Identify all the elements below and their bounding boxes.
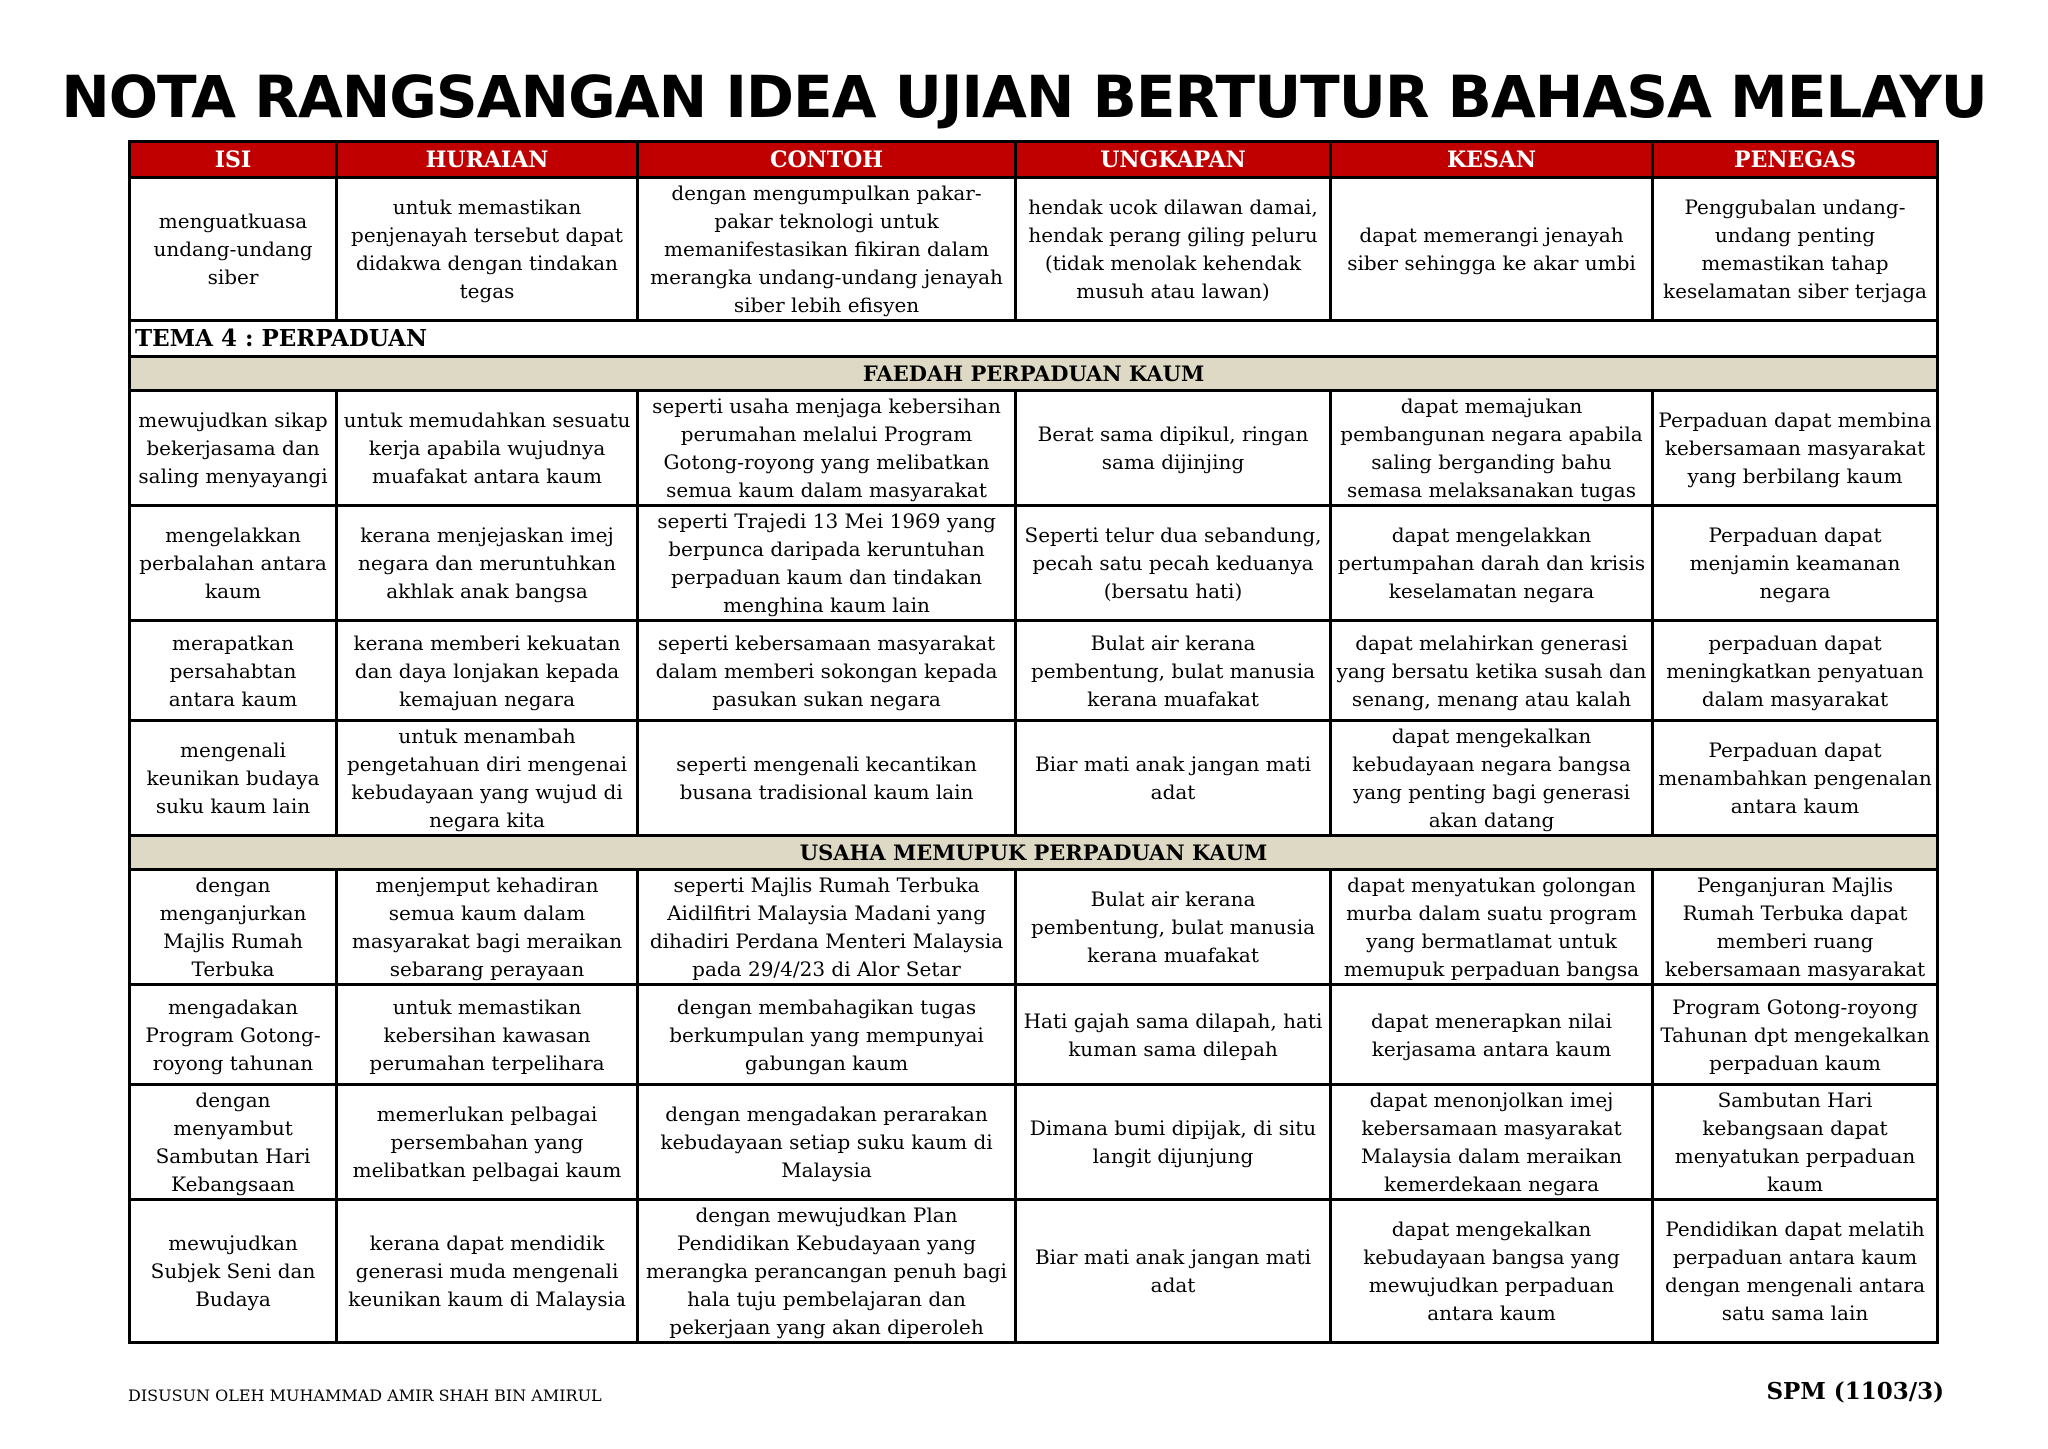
cell-ungkapan: Hati gajah sama dilapah, hati kuman sama dilepah [1016, 985, 1331, 1085]
cell-isi: menguatkuasa undang-undang siber [130, 178, 337, 321]
cell-isi: mewujudkan Subjek Seni dan Budaya [130, 1200, 337, 1343]
cell-huraian: kerana menjejaskan imej negara dan meruntuhkan akhlak anak bangsa [337, 506, 638, 621]
cell-penegas: Perpaduan dapat menjamin keamanan negara [1653, 506, 1938, 621]
table-row [130, 391, 1938, 506]
cell-contoh: dengan mengumpulkan pakar-pakar teknologi untuk memanifestasikan fikiran dalam merangka undang-undang jenayah siber lebih efisyen [638, 178, 1016, 321]
cell-contoh: dengan mewujudkan Plan Pendidikan Kebudayaan yang merangka perancangan penuh bagi hala tuju pembelajaran dan pekerjaan yang akan diperoleh [638, 1200, 1016, 1343]
cell-penegas: Penganjuran Majlis Rumah Terbuka dapat memberi ruang kebersamaan masyarakat [1653, 870, 1938, 985]
cell-huraian: memerlukan pelbagai persembahan yang melibatkan pelbagai kaum [337, 1085, 638, 1200]
cell-contoh: seperti usaha menjaga kebersihan perumahan melalui Program Gotong-royong yang melibatkan semua kaum dalam masyarakat [638, 391, 1016, 506]
cell-huraian: untuk memastikan penjenayah tersebut dapat didakwa dengan tindakan tegas [337, 178, 638, 321]
header-row [130, 142, 1938, 178]
table-row [130, 506, 1938, 621]
header-kesan: KESAN [1331, 142, 1653, 178]
table-row [130, 621, 1938, 721]
cell-ungkapan: Seperti telur dua sebandung, pecah satu pecah keduanya (bersatu hati) [1016, 506, 1331, 621]
header-ungkapan: UNGKAPAN [1016, 142, 1331, 178]
table-row [130, 1200, 1938, 1343]
section-heading: USAHA MEMUPUK PERPADUAN KAUM [130, 836, 1938, 870]
cell-penegas: perpaduan dapat meningkatkan penyatuan dalam masyarakat [1653, 621, 1938, 721]
cell-isi: mengadakan Program Gotong-royong tahunan [130, 985, 337, 1085]
cell-huraian: kerana dapat mendidik generasi muda mengenali keunikan kaum di Malaysia [337, 1200, 638, 1343]
cell-isi: mewujudkan sikap bekerjasama dan saling menyayangi [130, 391, 337, 506]
cell-penegas: Perpaduan dapat menambahkan pengenalan antara kaum [1653, 721, 1938, 836]
section-row [130, 836, 1938, 870]
cell-kesan: dapat melahirkan generasi yang bersatu ketika susah dan senang, menang atau kalah [1331, 621, 1653, 721]
table-row [130, 870, 1938, 985]
header-contoh: CONTOH [638, 142, 1016, 178]
footer-credit: DISUSUN OLEH MUHAMMAD AMIR SHAH BIN AMIRUL [128, 1386, 602, 1405]
cell-isi: mengenali keunikan budaya suku kaum lain [130, 721, 337, 836]
cell-penegas: Penggubalan undang-undang penting memastikan tahap keselamatan siber terjaga [1653, 178, 1938, 321]
theme-row [130, 321, 1938, 357]
cell-penegas: Sambutan Hari kebangsaan dapat menyatukan perpaduan kaum [1653, 1085, 1938, 1200]
cell-isi: merapatkan persahabtan antara kaum [130, 621, 337, 721]
table-row [130, 985, 1938, 1085]
cell-ungkapan: Biar mati anak jangan mati adat [1016, 721, 1331, 836]
cell-penegas: Perpaduan dapat membina kebersamaan masyarakat yang berbilang kaum [1653, 391, 1938, 506]
notes-table [128, 140, 1939, 1344]
cell-penegas: Program Gotong-royong Tahunan dpt mengekalkan perpaduan kaum [1653, 985, 1938, 1085]
cell-isi: mengelakkan perbalahan antara kaum [130, 506, 337, 621]
cell-kesan: dapat mengekalkan kebudayaan negara bangsa yang penting bagi generasi akan datang [1331, 721, 1653, 836]
cell-contoh: seperti kebersamaan masyarakat dalam memberi sokongan kepada pasukan sukan negara [638, 621, 1016, 721]
table-row [130, 1085, 1938, 1200]
cell-kesan: dapat memajukan pembangunan negara apabila saling berganding bahu semasa melaksanakan tugas [1331, 391, 1653, 506]
cell-penegas: Pendidikan dapat melatih perpaduan antara kaum dengan mengenali antara satu sama lain [1653, 1200, 1938, 1343]
header-penegas: PENEGAS [1653, 142, 1938, 178]
cell-ungkapan: Bulat air kerana pembentung, bulat manusia kerana muafakat [1016, 621, 1331, 721]
page-title: NOTA RANGSANGAN IDEA UJIAN BERTUTUR BAHASA MELAYU [61, 63, 1987, 131]
cell-ungkapan: hendak ucok dilawan damai, hendak perang giling peluru (tidak menolak kehendak musuh atau lawan) [1016, 178, 1331, 321]
section-heading: FAEDAH PERPADUAN KAUM [130, 357, 1938, 391]
cell-kesan: dapat menerapkan nilai kerjasama antara kaum [1331, 985, 1653, 1085]
cell-ungkapan: Dimana bumi dipijak, di situ langit dijunjung [1016, 1085, 1331, 1200]
section-row [130, 357, 1938, 391]
cell-huraian: menjemput kehadiran semua kaum dalam masyarakat bagi meraikan sebarang perayaan [337, 870, 638, 985]
cell-kesan: dapat mengelakkan pertumpahan darah dan krisis keselamatan negara [1331, 506, 1653, 621]
cell-contoh: seperti mengenali kecantikan busana tradisional kaum lain [638, 721, 1016, 836]
cell-contoh: dengan membahagikan tugas berkumpulan yang mempunyai gabungan kaum [638, 985, 1016, 1085]
header-huraian: HURAIAN [337, 142, 638, 178]
table-row [130, 178, 1938, 321]
cell-ungkapan: Biar mati anak jangan mati adat [1016, 1200, 1331, 1343]
cell-contoh: seperti Trajedi 13 Mei 1969 yang berpunca daripada keruntuhan perpaduan kaum dan tindakan menghina kaum lain [638, 506, 1016, 621]
table-row [130, 721, 1938, 836]
header-isi: ISI [130, 142, 337, 178]
cell-huraian: untuk memastikan kebersihan kawasan perumahan terpelihara [337, 985, 638, 1085]
cell-contoh: seperti Majlis Rumah Terbuka Aidilfitri Malaysia Madani yang dihadiri Perdana Menteri Malaysia pada 29/4/23 di Alor Setar [638, 870, 1016, 985]
cell-ungkapan: Berat sama dipikul, ringan sama dijinjing [1016, 391, 1331, 506]
cell-kesan: dapat mengekalkan kebudayaan bangsa yang mewujudkan perpaduan antara kaum [1331, 1200, 1653, 1343]
cell-kesan: dapat menyatukan golongan murba dalam suatu program yang bermatlamat untuk memupuk perpaduan bangsa [1331, 870, 1653, 985]
cell-kesan: dapat menonjolkan imej kebersamaan masyarakat Malaysia dalam meraikan kemerdekaan negara [1331, 1085, 1653, 1200]
cell-huraian: kerana memberi kekuatan dan daya lonjakan kepada kemajuan negara [337, 621, 638, 721]
cell-ungkapan: Bulat air kerana pembentung, bulat manusia kerana muafakat [1016, 870, 1331, 985]
cell-huraian: untuk menambah pengetahuan diri mengenai kebudayaan yang wujud di negara kita [337, 721, 638, 836]
cell-kesan: dapat memerangi jenayah siber sehingga ke akar umbi [1331, 178, 1653, 321]
cell-huraian: untuk memudahkan sesuatu kerja apabila wujudnya muafakat antara kaum [337, 391, 638, 506]
theme-heading: TEMA 4 : PERPADUAN [130, 321, 1938, 357]
cell-isi: dengan menyambut Sambutan Hari Kebangsaan [130, 1085, 337, 1200]
footer-exam-code: SPM (1103/3) [1766, 1378, 1944, 1405]
cell-contoh: dengan mengadakan perarakan kebudayaan setiap suku kaum di Malaysia [638, 1085, 1016, 1200]
cell-isi: dengan menganjurkan Majlis Rumah Terbuka [130, 870, 337, 985]
